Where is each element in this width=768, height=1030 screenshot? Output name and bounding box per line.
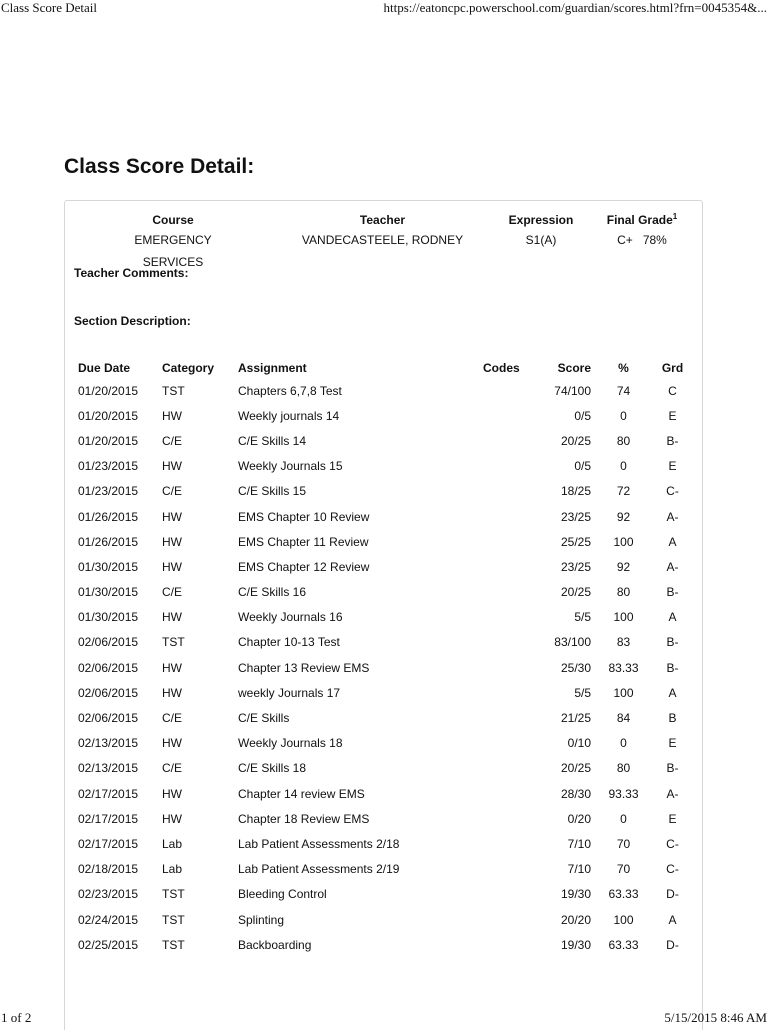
percent-cell: 100	[613, 912, 634, 927]
category-cell: Lab	[162, 836, 183, 851]
assignment-cell: Weekly journals 14	[238, 408, 340, 423]
grade-cell: E	[668, 408, 677, 423]
percent-cell: 100	[613, 534, 634, 549]
score-cell: 7/10	[567, 862, 591, 877]
table-row	[73, 882, 695, 907]
due-date-cell: 02/24/2015	[78, 912, 139, 927]
due-date-cell: 02/06/2015	[78, 711, 139, 726]
table-row	[73, 630, 695, 655]
grade-cell: C-	[666, 862, 679, 877]
percent-cell: 100	[613, 685, 634, 700]
category-cell: HW	[162, 459, 182, 474]
header-percent: %	[618, 361, 629, 375]
percent-cell: 83.33	[608, 660, 639, 675]
due-date-cell: 01/30/2015	[78, 585, 139, 600]
assignment-scores-table	[73, 358, 695, 957]
due-date-cell: 02/06/2015	[78, 685, 139, 700]
assignment-cell: Lab Patient Assessments 2/19	[238, 862, 400, 877]
score-cell: 0/10	[567, 736, 591, 751]
table-row	[73, 781, 695, 806]
codes-cell	[478, 580, 540, 605]
final-grade-footnote-link[interactable]: 1	[672, 212, 678, 221]
table-row	[73, 605, 695, 630]
course-header: Course	[152, 213, 194, 227]
percent-cell: 92	[616, 559, 631, 574]
score-cell: 20/25	[560, 585, 591, 600]
grade-cell: E	[668, 736, 677, 751]
percent-cell: 80	[616, 433, 631, 448]
category-cell: C/E	[162, 484, 183, 499]
score-cell: 83/100	[554, 635, 591, 650]
header-assignment: Assignment	[238, 361, 307, 375]
due-date-cell: 01/30/2015	[78, 610, 139, 625]
codes-cell	[478, 680, 540, 705]
percent-cell: 63.33	[608, 937, 639, 952]
header-grade: Grd	[661, 361, 684, 375]
category-cell: C/E	[162, 433, 183, 448]
assignment-cell: Weekly Journals 18	[238, 736, 343, 751]
assignment-cell: Splinting	[238, 912, 285, 927]
grade-cell: B-	[666, 660, 679, 675]
due-date-cell: 02/17/2015	[78, 811, 139, 826]
due-date-cell: 01/20/2015	[78, 408, 139, 423]
score-cell: 25/25	[560, 534, 591, 549]
percent-cell: 74	[616, 383, 631, 398]
grade-cell: B-	[666, 433, 679, 448]
expression-column	[501, 211, 581, 251]
assignment-cell: Weekly Journals 16	[238, 610, 343, 625]
due-date-cell: 02/25/2015	[78, 937, 139, 952]
percent-cell: 72	[616, 484, 631, 499]
percent-cell: 83	[616, 635, 631, 650]
print-header	[0, 0, 768, 16]
table-row	[73, 731, 695, 756]
grade-cell: A-	[666, 559, 679, 574]
grade-cell: B-	[666, 761, 679, 776]
codes-cell	[478, 504, 540, 529]
codes-cell	[478, 831, 540, 856]
table-row	[73, 504, 695, 529]
category-cell: HW	[162, 660, 182, 675]
grade-cell: B	[668, 711, 677, 726]
final-grade-value	[597, 229, 687, 251]
assignment-cell: Chapter 18 Review EMS	[238, 811, 370, 826]
codes-cell	[478, 479, 540, 504]
table-row	[73, 403, 695, 428]
page-number: 1 of 2	[1, 1010, 32, 1025]
codes-cell	[478, 630, 540, 655]
grade-cell: A-	[666, 786, 679, 801]
assignment-cell: EMS Chapter 12 Review	[238, 559, 370, 574]
codes-cell	[478, 428, 540, 453]
teacher-header: Teacher	[359, 213, 406, 227]
final-grade-header	[597, 211, 687, 229]
codes-cell	[478, 857, 540, 882]
grade-cell: A	[668, 610, 677, 625]
percent-cell: 0	[620, 811, 627, 826]
assignment-cell: Chapter 14 review EMS	[238, 786, 365, 801]
codes-cell	[478, 907, 540, 932]
codes-cell	[478, 756, 540, 781]
due-date-cell: 01/26/2015	[78, 509, 139, 524]
category-cell: HW	[162, 736, 182, 751]
grade-cell: C-	[666, 484, 679, 499]
assignment-rows	[73, 378, 695, 957]
due-date-cell: 02/13/2015	[78, 736, 139, 751]
category-cell: TST	[162, 383, 185, 398]
due-date-cell: 02/23/2015	[78, 887, 139, 902]
expression-header: Expression	[508, 213, 574, 227]
score-cell: 0/5	[574, 459, 591, 474]
teacher-column	[295, 211, 470, 251]
grade-cell: A	[668, 912, 677, 927]
assignment-cell: C/E Skills	[238, 711, 290, 726]
final-grade-column	[597, 211, 687, 251]
category-cell: HW	[162, 610, 182, 625]
due-date-cell: 02/18/2015	[78, 862, 139, 877]
percent-cell: 80	[616, 585, 631, 600]
category-cell: HW	[162, 786, 182, 801]
due-date-cell: 02/17/2015	[78, 836, 139, 851]
score-cell: 0/5	[574, 408, 591, 423]
percent-cell: 63.33	[608, 887, 639, 902]
table-row	[73, 454, 695, 479]
table-row	[73, 907, 695, 932]
category-cell: TST	[162, 937, 185, 952]
grade-cell: C-	[666, 836, 679, 851]
table-row	[73, 655, 695, 680]
category-cell: C/E	[162, 711, 183, 726]
table-row	[73, 680, 695, 705]
due-date-cell: 01/20/2015	[78, 383, 139, 398]
grade-cell: D-	[666, 937, 679, 952]
percent-cell: 70	[616, 862, 631, 877]
assignment-cell: Chapter 13 Review EMS	[238, 660, 370, 675]
category-cell: Lab	[162, 862, 183, 877]
score-cell: 23/25	[560, 559, 591, 574]
score-cell: 5/5	[574, 685, 591, 700]
table-row	[73, 831, 695, 856]
table-row	[73, 756, 695, 781]
header-score: Score	[557, 361, 591, 375]
grade-cell: E	[668, 459, 677, 474]
codes-cell	[478, 731, 540, 756]
percent-cell: 100	[613, 610, 634, 625]
percent-cell: 0	[620, 408, 627, 423]
percent-cell: 80	[616, 761, 631, 776]
page-title: Class Score Detail:	[64, 155, 255, 178]
category-cell: HW	[162, 509, 182, 524]
percent-cell: 93.33	[608, 786, 639, 801]
codes-cell	[478, 705, 540, 730]
grade-cell: C	[668, 383, 677, 398]
score-cell: 19/30	[560, 937, 591, 952]
codes-cell	[478, 529, 540, 554]
category-cell: C/E	[162, 585, 183, 600]
table-row	[73, 529, 695, 554]
due-date-cell: 01/20/2015	[78, 433, 139, 448]
category-cell: HW	[162, 534, 182, 549]
due-date-cell: 02/06/2015	[78, 660, 139, 675]
table-header-row	[73, 358, 695, 378]
due-date-cell: 02/13/2015	[78, 761, 139, 776]
class-score-panel	[64, 200, 703, 1030]
score-cell: 23/25	[560, 509, 591, 524]
category-cell: HW	[162, 559, 182, 574]
grade-cell: E	[668, 811, 677, 826]
percent-cell: 84	[616, 711, 631, 726]
table-row	[73, 580, 695, 605]
table-row	[73, 932, 695, 957]
score-cell: 19/30	[560, 887, 591, 902]
assignment-cell: C/E Skills 18	[238, 761, 307, 776]
assignment-cell: EMS Chapter 11 Review	[238, 534, 369, 549]
percent-cell: 70	[616, 836, 631, 851]
assignment-cell: Weekly Journals 15	[238, 459, 343, 474]
print-header-url: https://eatoncpc.powerschool.com/guardian/scores.html?frn=0045354&...	[383, 0, 767, 15]
header-codes: Codes	[483, 361, 520, 375]
grade-cell: B-	[666, 585, 679, 600]
final-grade-label: Final Grade	[606, 213, 673, 227]
codes-cell	[478, 454, 540, 479]
grade-cell: A-	[666, 509, 679, 524]
grade-cell: B-	[666, 635, 679, 650]
table-row	[73, 705, 695, 730]
header-category: Category	[162, 361, 215, 375]
grade-cell: D-	[666, 887, 679, 902]
codes-cell	[478, 932, 540, 957]
grade-cell: A	[668, 685, 677, 700]
assignment-cell: C/E Skills 14	[238, 433, 307, 448]
assignment-cell: C/E Skills 16	[238, 585, 307, 600]
percent-cell: 0	[620, 736, 627, 751]
due-date-cell: 01/23/2015	[78, 484, 139, 499]
assignment-cell: Bleeding Control	[238, 887, 327, 902]
category-cell: HW	[162, 811, 182, 826]
print-datetime: 5/15/2015 8:46 AM	[664, 1010, 767, 1025]
category-cell: TST	[162, 912, 185, 927]
score-cell: 7/10	[567, 836, 591, 851]
percent-cell: 92	[616, 509, 631, 524]
assignment-cell: C/E Skills 15	[238, 484, 307, 499]
score-cell: 28/30	[560, 786, 591, 801]
score-cell: 20/25	[560, 433, 591, 448]
assignment-cell: EMS Chapter 10 Review	[238, 509, 370, 524]
assignment-cell: Lab Patient Assessments 2/18	[238, 836, 400, 851]
course-value: EMERGENCY SERVICES	[134, 233, 212, 269]
table-row	[73, 806, 695, 831]
category-cell: TST	[162, 887, 185, 902]
header-due-date: Due Date	[78, 361, 131, 375]
assignment-cell: Backboarding	[238, 937, 312, 952]
score-cell: 20/20	[560, 912, 591, 927]
category-cell: TST	[162, 635, 185, 650]
category-cell: HW	[162, 408, 182, 423]
assignment-cell: Chapter 10-13 Test	[238, 635, 340, 650]
table-row	[73, 378, 695, 403]
category-cell: HW	[162, 685, 182, 700]
score-cell: 20/25	[560, 761, 591, 776]
assignment-cell: weekly Journals 17	[238, 685, 341, 700]
codes-cell	[478, 655, 540, 680]
teacher-comments-label: Teacher Comments:	[74, 266, 189, 280]
codes-cell	[478, 781, 540, 806]
table-row	[73, 479, 695, 504]
table-row	[73, 857, 695, 882]
score-cell: 5/5	[574, 610, 591, 625]
due-date-cell: 02/06/2015	[78, 635, 139, 650]
percent-cell: 0	[620, 459, 627, 474]
score-cell: 74/100	[554, 383, 591, 398]
due-date-cell: 01/30/2015	[78, 559, 139, 574]
codes-cell	[478, 378, 540, 403]
score-cell: 25/30	[560, 660, 591, 675]
codes-cell	[478, 806, 540, 831]
final-grade-percent: 78%	[642, 233, 667, 247]
category-cell: C/E	[162, 761, 183, 776]
expression-value: S1(A)	[525, 233, 557, 247]
course-column	[113, 211, 233, 269]
codes-cell	[478, 403, 540, 428]
assignment-cell: Chapters 6,7,8 Test	[238, 383, 342, 398]
codes-cell	[478, 882, 540, 907]
score-cell: 18/25	[560, 484, 591, 499]
grade-cell: A	[668, 534, 677, 549]
due-date-cell: 02/17/2015	[78, 786, 139, 801]
teacher-value: VANDECASTEELE, RODNEY	[301, 233, 464, 247]
due-date-cell: 01/23/2015	[78, 459, 139, 474]
print-header-title: Class Score Detail	[1, 0, 98, 15]
score-cell: 21/25	[560, 711, 591, 726]
score-cell: 0/20	[567, 811, 591, 826]
codes-cell	[478, 554, 540, 579]
codes-cell	[478, 605, 540, 630]
table-row	[73, 554, 695, 579]
final-grade-letter: C+	[617, 233, 633, 247]
section-description-label: Section Description:	[74, 314, 191, 328]
table-row	[73, 428, 695, 453]
due-date-cell: 01/26/2015	[78, 534, 139, 549]
